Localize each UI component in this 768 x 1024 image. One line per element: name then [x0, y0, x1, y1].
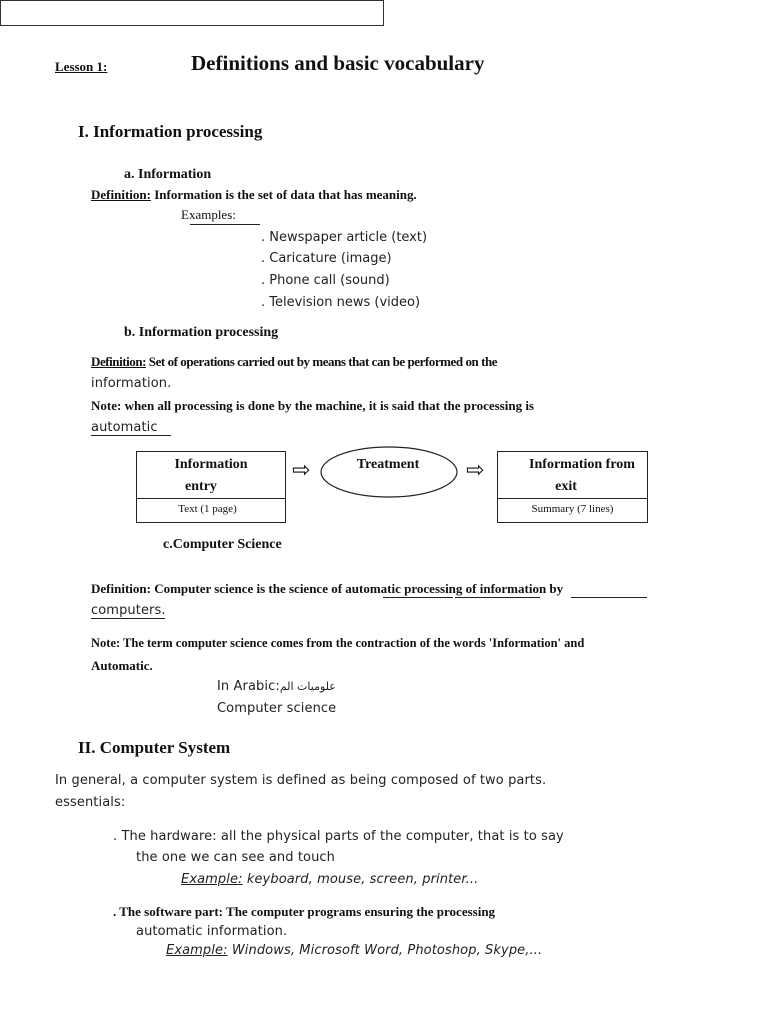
- hardware-text: . The hardware: all the physical parts of the computer, that is to say: [113, 829, 564, 844]
- software-text-continued: automatic information.: [136, 924, 288, 939]
- example-label: Example:: [181, 872, 243, 887]
- note-c-continued: Automatic.: [91, 658, 153, 673]
- subsection-a-heading: a. Information: [124, 167, 212, 182]
- note-b: Note: when all processing is done by the machine, it is said that the processing is: [91, 398, 534, 413]
- arabic-translation: Computer science: [217, 701, 337, 716]
- exit-label-line2: exit: [555, 479, 577, 494]
- example-item: . Phone call (sound): [261, 273, 390, 288]
- note-c: Note: The term computer science comes from the contraction of the words 'Information' and: [91, 636, 585, 650]
- example-item: . Television news (video): [261, 295, 421, 310]
- def-c-underline: [383, 597, 453, 598]
- section-2-intro: In general, a computer system is defined as being composed of two parts.: [55, 773, 547, 788]
- subsection-c-heading: c.Computer Science: [163, 537, 282, 552]
- definition-c: Definition: Computer science is the science of automatic processing of information by: [91, 581, 564, 596]
- arrow-right-icon: ⇨: [292, 458, 311, 483]
- entry-label: Information: [174, 457, 248, 472]
- computers-underline: [91, 618, 165, 619]
- subsection-b-heading: b. Information processing: [124, 325, 279, 340]
- example-item: . Newspaper article (text): [261, 230, 428, 245]
- exit-label: Information from: [529, 457, 635, 472]
- software-example: [166, 943, 542, 958]
- definition-text: Set of operations carried out by means that can be performed on the: [146, 354, 498, 369]
- entry-sub-label: Text (1 page): [178, 503, 237, 515]
- software-text: [113, 904, 495, 920]
- exit-sub-label: Summary (7 lines): [531, 503, 614, 515]
- examples-underline: [190, 224, 260, 225]
- def-c-underline: [455, 597, 540, 598]
- entry-box-divider: [136, 498, 286, 499]
- def-c-underline: [571, 597, 647, 598]
- hardware-example: [181, 872, 478, 887]
- definition-text: Information is the set of data that has meaning.: [150, 187, 417, 202]
- definition-b-continued: information.: [91, 376, 172, 391]
- definition-label: Definition:: [91, 187, 151, 202]
- example-text: Windows, Microsoft Word, Photoshop, Skype,...: [227, 943, 543, 958]
- title-box: [0, 0, 384, 26]
- automatic-underline: [91, 435, 171, 436]
- examples-label: Examples:: [181, 207, 236, 222]
- arabic-word: علوميات الم: [279, 680, 336, 693]
- treatment-label: Treatment: [356, 457, 420, 472]
- arrow-right-icon: ⇨: [466, 458, 485, 483]
- section-1-heading: I. Information processing: [78, 122, 263, 141]
- definition-c-continued: computers.: [91, 603, 166, 618]
- section-2-heading: II. Computer System: [78, 738, 231, 757]
- arabic-line: [217, 679, 336, 694]
- software-text-line: . The software part: The computer programs ensuring the processing: [113, 904, 496, 919]
- entry-label-line2: entry: [185, 479, 217, 494]
- exit-box-divider: [497, 498, 648, 499]
- note-b-continued: automatic: [91, 420, 158, 435]
- lesson-label: Lesson 1:: [55, 59, 108, 74]
- hardware-text-continued: the one we can see and touch: [136, 850, 336, 865]
- definition-a: [91, 187, 417, 203]
- arabic-prefix: In Arabic:: [217, 679, 280, 694]
- example-label: Example:: [166, 943, 228, 958]
- section-2-intro-continued: essentials:: [55, 795, 126, 810]
- treatment-ellipse: [320, 446, 460, 500]
- definition-label: Definition:: [91, 354, 146, 369]
- example-item: . Caricature (image): [261, 251, 392, 266]
- definition-b: [91, 354, 497, 370]
- page-title: Definitions and basic vocabulary: [191, 51, 485, 75]
- example-text: keyboard, mouse, screen, printer...: [242, 872, 479, 887]
